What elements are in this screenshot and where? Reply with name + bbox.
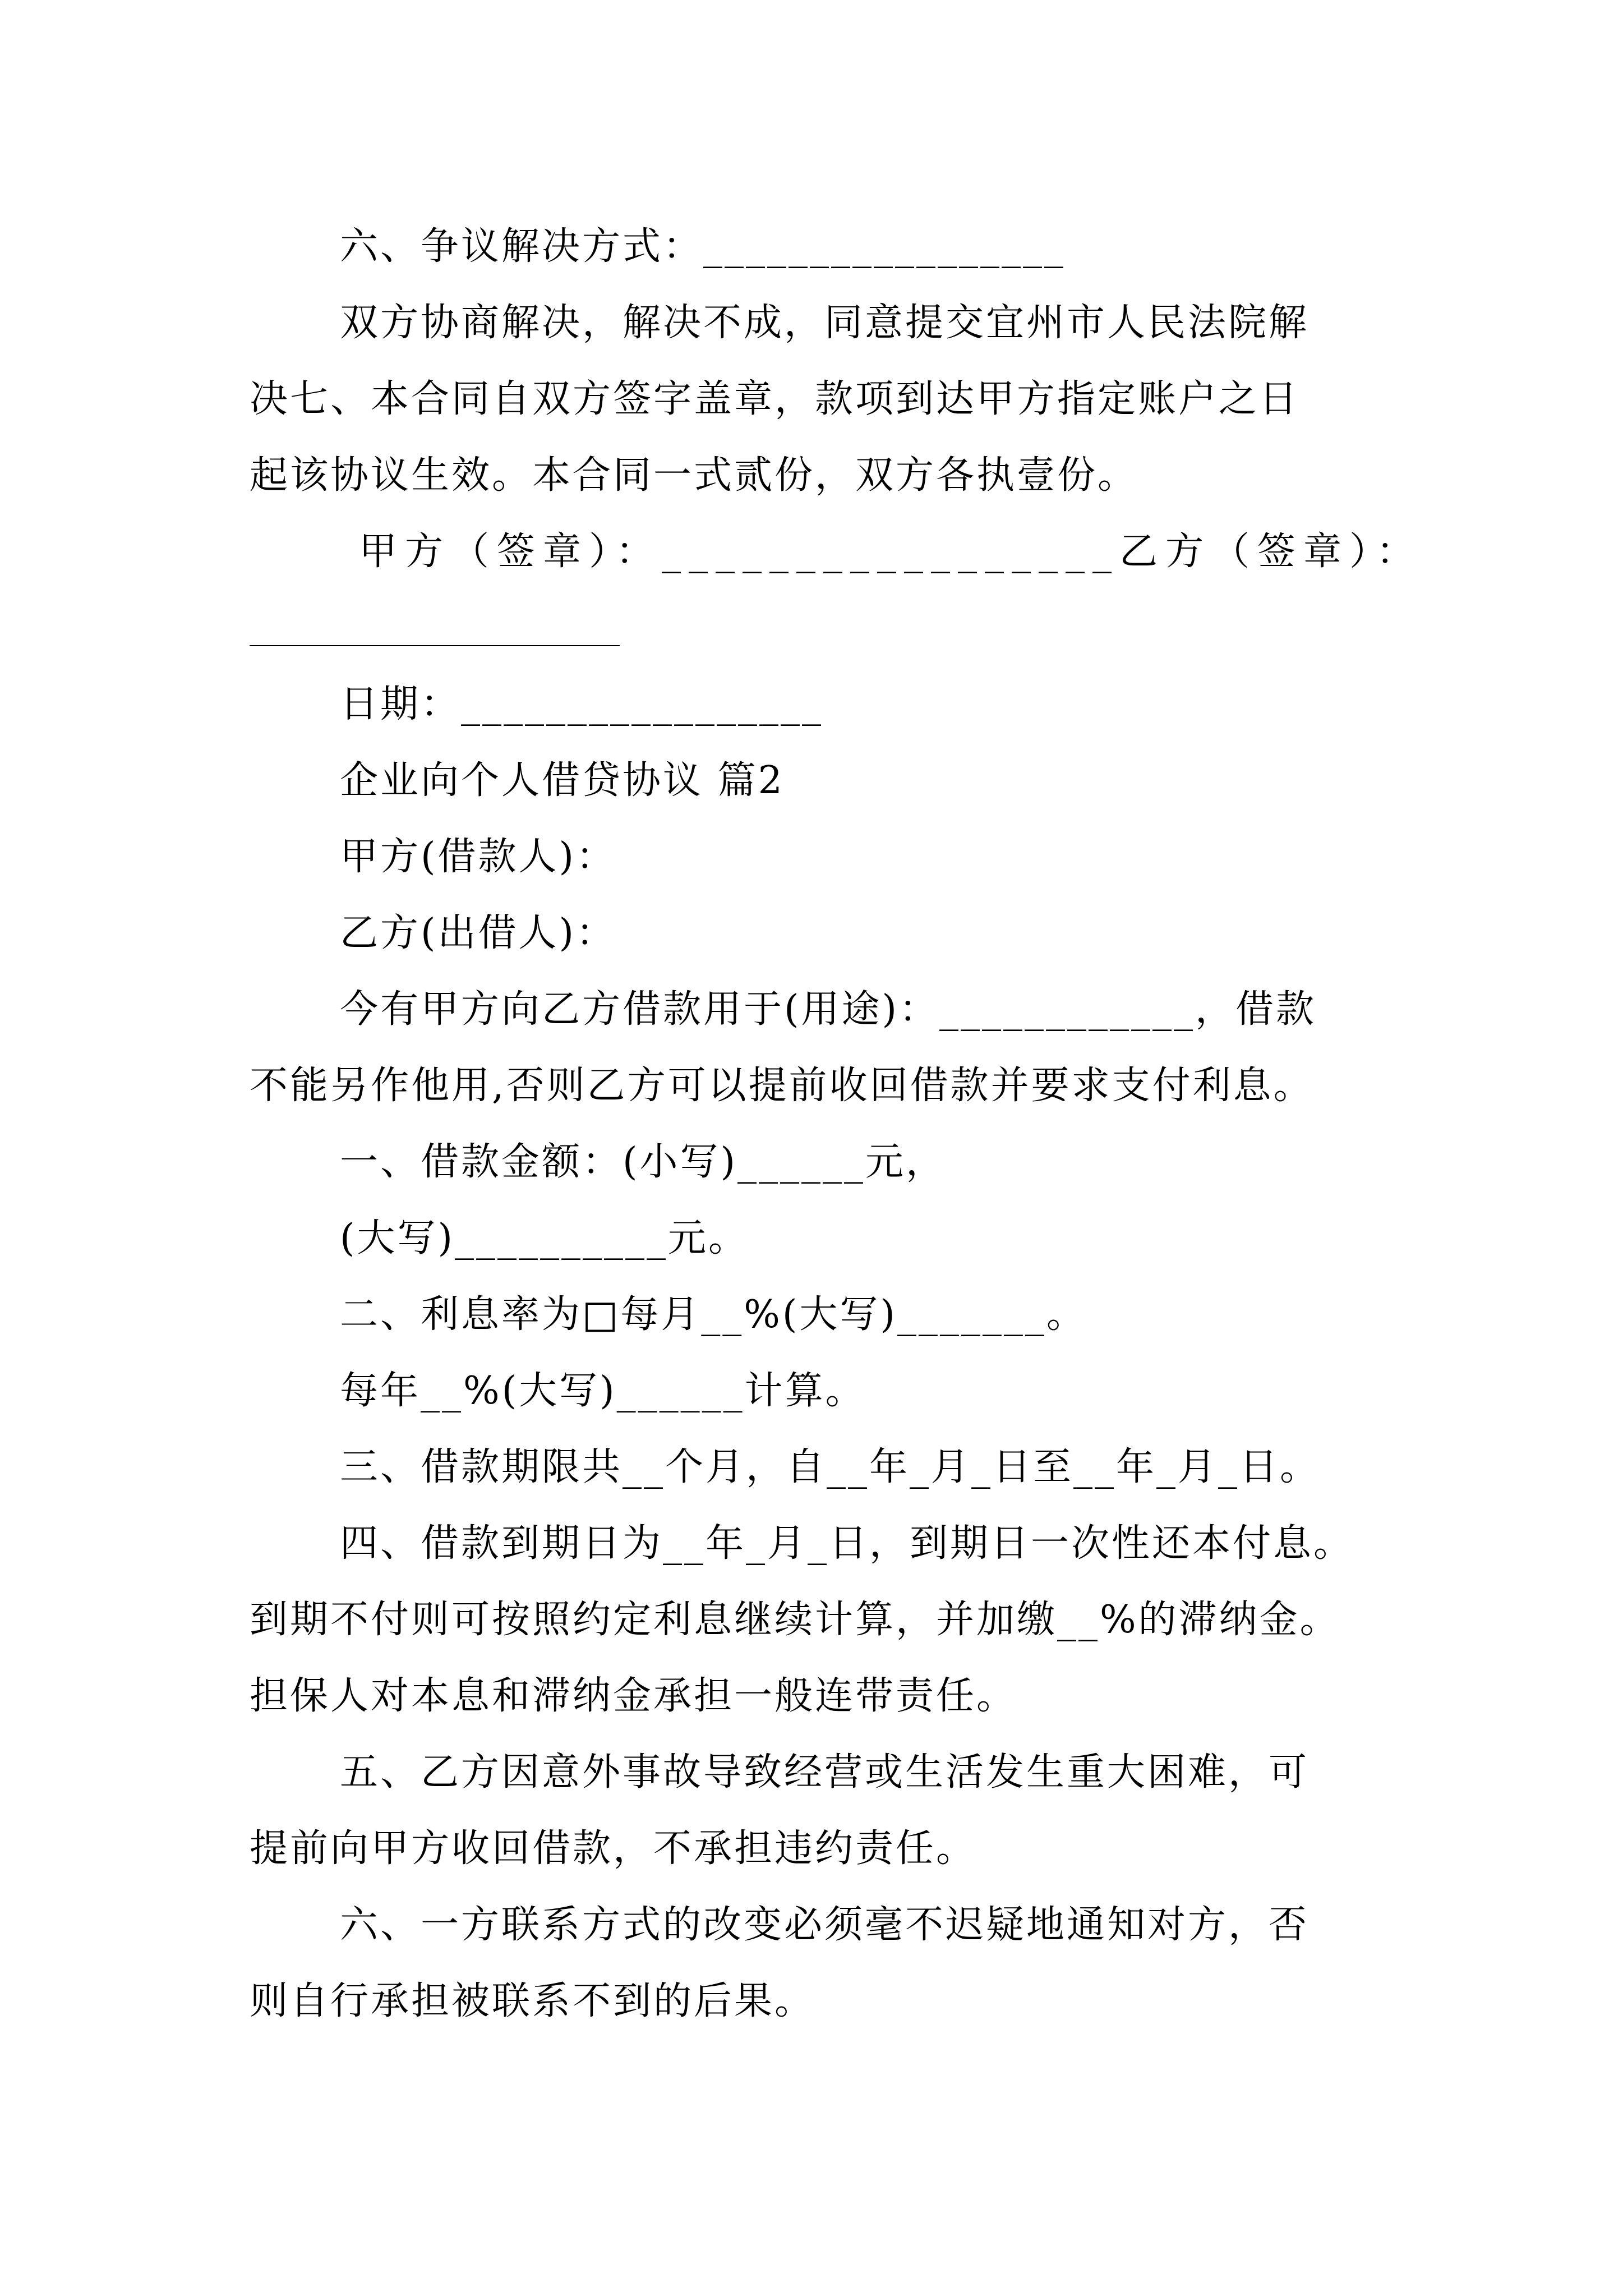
paragraph-line: 则自行承担被联系不到的后果。 — [250, 1979, 815, 2023]
signature-line: 甲方（签章）：_________________乙方（签章）： — [359, 530, 1423, 574]
paragraph-line: 起该协议生效。本合同一式贰份，双方各执壹份。 — [250, 453, 1138, 498]
dispute-resolution-heading: 六、争议解决方式：_________________ — [340, 224, 1066, 269]
date-line: 日期：_________________ — [340, 682, 824, 726]
interest-rate-line: 二、利息率为□每月__%(大写)_______。 — [340, 1292, 1087, 1337]
paragraph-line: 不能另作他用,否则乙方可以提前收回借款并要求支付利息。 — [250, 1064, 1314, 1108]
loan-amount-capital-line: (大写)__________元。 — [340, 1216, 749, 1260]
paragraph-line: 今有甲方向乙方借款用于(用途)：____________，借款 — [340, 987, 1317, 1032]
party-a-line: 甲方(借款人)： — [340, 835, 617, 879]
loan-term-line: 三、借款期限共__个月，自__年_月_日至__年_月_日。 — [340, 1445, 1321, 1489]
loan-amount-line: 一、借款金额：(小写)______元， — [340, 1140, 947, 1184]
paragraph-line: 提前向甲方收回借款，不承担违约责任。 — [250, 1826, 977, 1871]
paragraph-line: 决七、本合同自双方签字盖章，款项到达甲方指定账户之日 — [250, 377, 1300, 421]
paragraph-line: 六、一方联系方式的改变必须毫不迟疑地通知对方，否 — [340, 1903, 1310, 1947]
party-b-line: 乙方(出借人)： — [340, 911, 617, 955]
paragraph-line: 到期不付则可按照约定利息继续计算，并加缴__%的滞纳金。 — [250, 1598, 1340, 1642]
paragraph-line: 担保人对本息和滞纳金承担一般连带责任。 — [250, 1674, 1017, 1718]
paragraph-line: 双方协商解决，解决不成，同意提交宜州市人民法院解 — [340, 301, 1310, 345]
signature-underline — [250, 645, 620, 646]
paragraph-line: 五、乙方因意外事故导致经营或生活发生重大困难，可 — [340, 1750, 1310, 1795]
interest-annual-line: 每年__%(大写)______计算。 — [340, 1369, 866, 1413]
section-title: 企业向个人借贷协议 篇2 — [340, 758, 785, 803]
due-date-line: 四、借款到期日为__年_月_日，到期日一次性还本付息。 — [340, 1521, 1354, 1566]
